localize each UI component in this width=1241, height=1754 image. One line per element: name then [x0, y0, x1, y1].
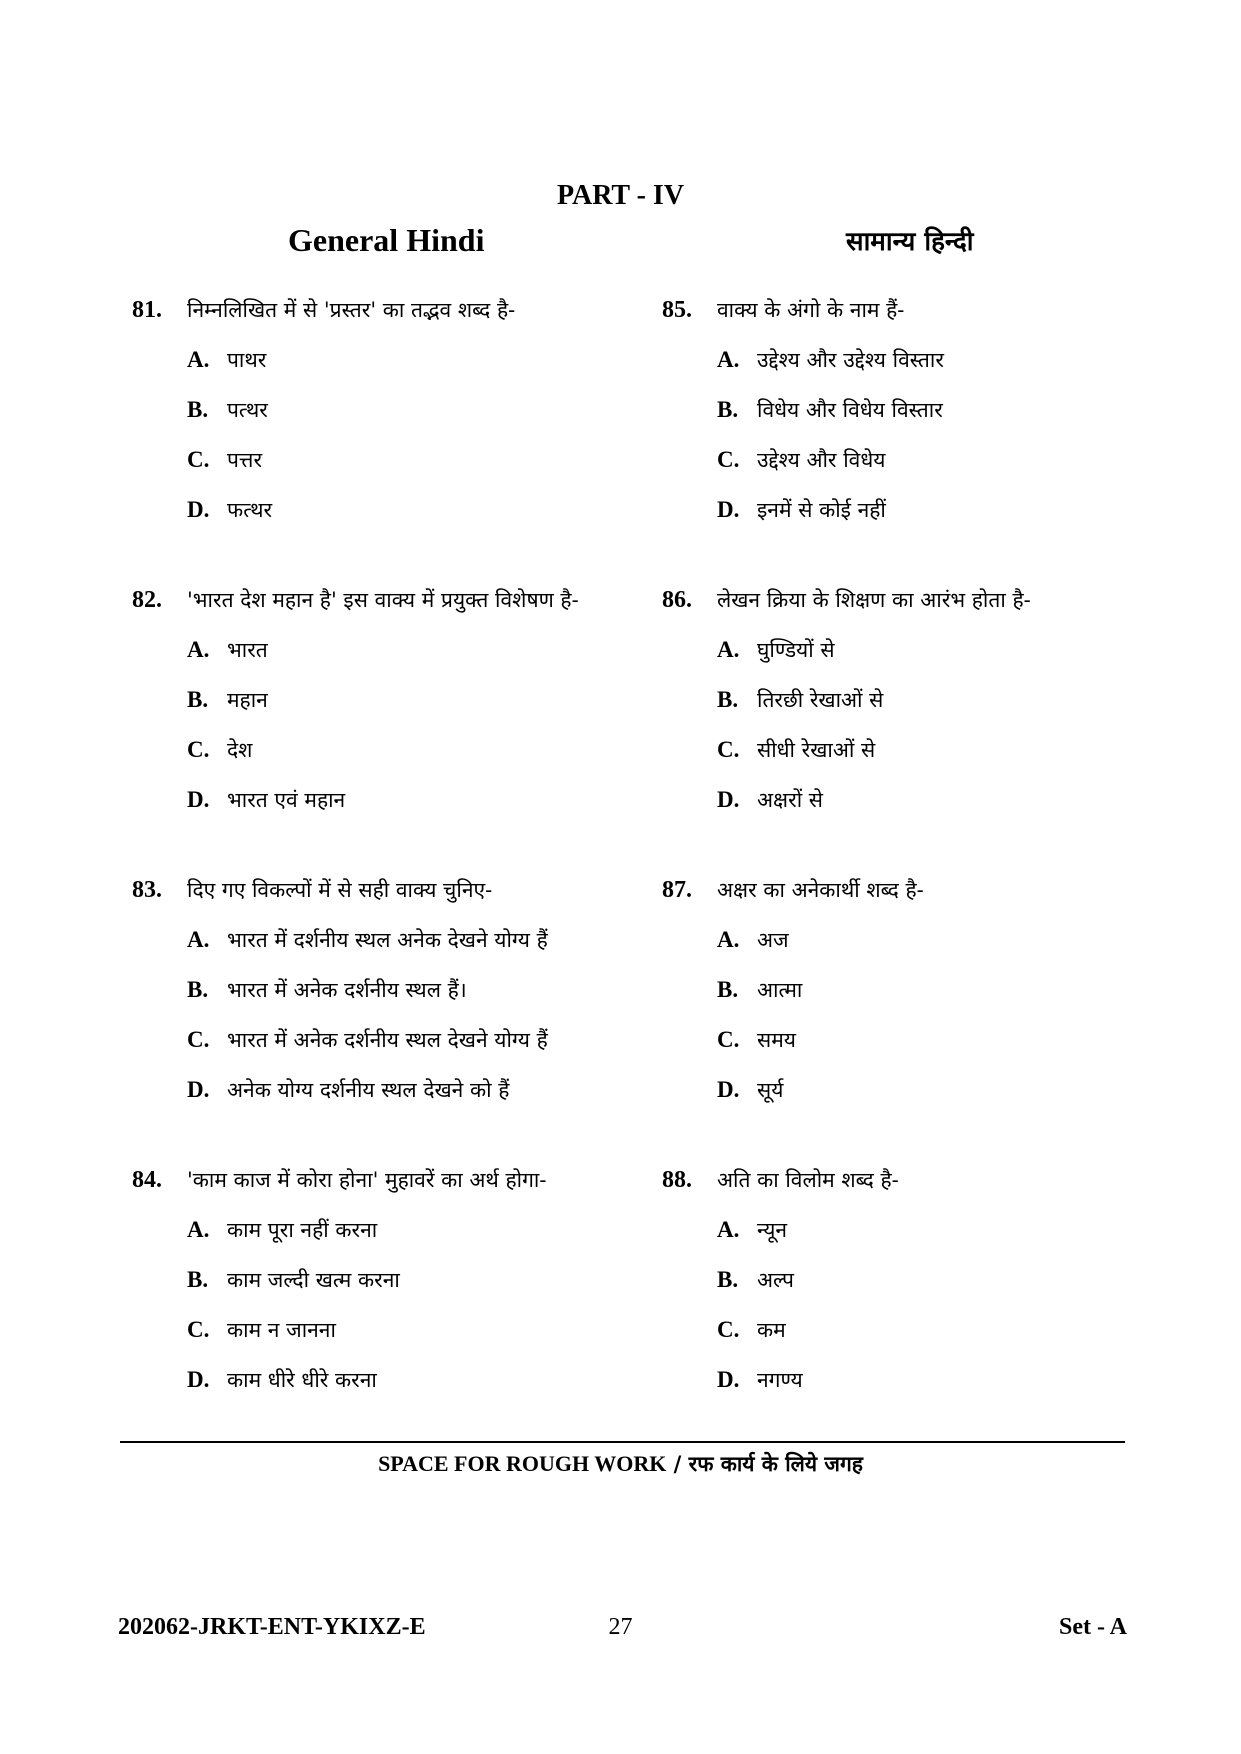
- option-text: उद्देश्य और उद्देश्य विस्तार: [757, 348, 944, 372]
- question-header: [132, 876, 652, 926]
- question-text: 'भारत देश महान है' इस वाक्य में प्रयुक्त विशेषण है-: [187, 588, 579, 612]
- option-label: B.: [717, 687, 739, 712]
- answer-option: [132, 1366, 652, 1416]
- answer-option: [662, 786, 1182, 836]
- option-text: महान: [227, 688, 268, 712]
- right-question-column: [662, 296, 1182, 1456]
- answer-option: [132, 1316, 652, 1366]
- option-label: C.: [187, 1317, 210, 1342]
- answer-option: [662, 1266, 1182, 1316]
- option-label: D.: [187, 497, 210, 522]
- option-text: विधेय और विधेय विस्तार: [757, 398, 943, 422]
- option-label: D.: [187, 1367, 210, 1392]
- part-heading: PART - IV: [556, 180, 685, 211]
- answer-option: [132, 736, 652, 786]
- answer-option: [662, 1316, 1182, 1366]
- rough-work-english: SPACE FOR ROUGH WORK: [378, 1451, 667, 1476]
- option-label: A.: [187, 347, 210, 372]
- option-label: A.: [717, 637, 740, 662]
- option-text: काम धीरे धीरे करना: [227, 1368, 377, 1392]
- option-label: B.: [717, 1267, 739, 1292]
- answer-option: [662, 686, 1182, 736]
- answer-option: [662, 1366, 1182, 1416]
- question-text: लेखन क्रिया के शिक्षण का आरंभ होता है-: [717, 588, 1031, 612]
- answer-option: [132, 496, 652, 546]
- option-text: अक्षरों से: [757, 788, 824, 812]
- question-number: 88.: [662, 1167, 692, 1193]
- answer-option: [132, 686, 652, 736]
- option-text: भारत में अनेक दर्शनीय स्थल देखने योग्य हैं: [227, 1028, 548, 1052]
- option-text: इनमें से कोई नहीं: [757, 498, 886, 522]
- answer-option: [662, 636, 1182, 686]
- option-text: काम पूरा नहीं करना: [227, 1218, 378, 1242]
- question-text: वाक्य के अंगो के नाम हैं-: [717, 298, 905, 322]
- answer-option: [132, 926, 652, 976]
- option-text: अज: [757, 928, 789, 952]
- answer-option: [662, 976, 1182, 1026]
- option-text: उद्देश्य और विधेय: [757, 448, 886, 472]
- question-header: [662, 1166, 1182, 1216]
- section-title-hindi: सामान्य हिन्दी: [846, 227, 974, 257]
- option-text: सूर्य: [757, 1078, 784, 1102]
- answer-option: [662, 496, 1182, 546]
- option-label: A.: [717, 347, 740, 372]
- answer-option: [132, 976, 652, 1026]
- question-block: [132, 296, 652, 586]
- question-text: अति का विलोम शब्द है-: [717, 1168, 899, 1192]
- option-label: A.: [717, 1217, 740, 1242]
- option-text: भारत में दर्शनीय स्थल अनेक देखने योग्य हैं: [227, 928, 548, 952]
- question-number: 85.: [662, 297, 692, 323]
- answer-option: [132, 446, 652, 496]
- question-text: 'काम काज में कोरा होना' मुहावरें का अर्थ होगा-: [187, 1168, 547, 1192]
- answer-option: [662, 1026, 1182, 1076]
- option-label: D.: [717, 1077, 740, 1102]
- option-text: भारत: [227, 638, 268, 662]
- option-label: C.: [717, 447, 740, 472]
- answer-option: [132, 786, 652, 836]
- option-text: देश: [227, 738, 253, 762]
- question-header: [662, 296, 1182, 346]
- page-number: 27: [608, 1614, 633, 1640]
- option-label: D.: [187, 787, 210, 812]
- option-text: काम जल्दी खत्म करना: [227, 1268, 400, 1292]
- left-question-column: [132, 296, 652, 1456]
- option-text: न्यून: [757, 1218, 788, 1242]
- option-label: D.: [717, 497, 740, 522]
- option-label: C.: [717, 1317, 740, 1342]
- option-label: B.: [187, 397, 209, 422]
- option-label: C.: [187, 737, 210, 762]
- answer-option: [132, 1266, 652, 1316]
- option-text: काम न जानना: [227, 1318, 336, 1342]
- question-block: [662, 876, 1182, 1166]
- answer-option: [662, 346, 1182, 396]
- answer-option: [132, 636, 652, 686]
- question-number: 83.: [132, 877, 162, 903]
- question-block: [662, 296, 1182, 586]
- paper-code: 202062-JRKT-ENT-YKIXZ-E: [118, 1614, 426, 1640]
- divider-line: [120, 1441, 1125, 1443]
- question-text: निम्नलिखित में से 'प्रस्तर' का तद्भव शब्द है-: [187, 298, 516, 322]
- option-text: अल्प: [757, 1268, 794, 1292]
- option-label: C.: [717, 1027, 740, 1052]
- answer-option: [662, 1216, 1182, 1266]
- question-block: [132, 1166, 652, 1456]
- option-label: C.: [717, 737, 740, 762]
- answer-option: [662, 736, 1182, 786]
- option-text: सीधी रेखाओं से: [757, 738, 876, 762]
- question-block: [132, 586, 652, 876]
- question-header: [662, 586, 1182, 636]
- question-number: 81.: [132, 297, 162, 323]
- question-text: दिए गए विकल्पों में से सही वाक्य चुनिए-: [187, 878, 493, 902]
- option-text: पाथर: [227, 348, 267, 372]
- question-header: [662, 876, 1182, 926]
- option-text: घुण्डियों से: [757, 638, 835, 662]
- option-text: अनेक योग्य दर्शनीय स्थल देखने को हैं: [227, 1078, 510, 1102]
- section-title-english: General Hindi: [288, 222, 485, 258]
- option-label: B.: [187, 977, 209, 1002]
- option-label: A.: [187, 637, 210, 662]
- option-text: भारत में अनेक दर्शनीय स्थल हैं।: [227, 978, 467, 1002]
- option-label: D.: [717, 1367, 740, 1392]
- question-block: [662, 1166, 1182, 1456]
- set-label: Set - A: [1059, 1614, 1127, 1640]
- question-number: 82.: [132, 587, 162, 613]
- question-header: [132, 1166, 652, 1216]
- rough-work-label: [0, 1450, 1241, 1478]
- option-text: कम: [757, 1318, 786, 1342]
- answer-option: [132, 1026, 652, 1076]
- option-text: समय: [757, 1028, 796, 1052]
- question-number: 87.: [662, 877, 692, 903]
- question-number: 86.: [662, 587, 692, 613]
- option-label: D.: [717, 787, 740, 812]
- option-text: भारत एवं महान: [227, 788, 346, 812]
- option-label: B.: [717, 397, 739, 422]
- answer-option: [662, 396, 1182, 446]
- option-label: C.: [187, 447, 210, 472]
- rough-work-hindi: रफ कार्य के लिये जगह: [688, 1451, 863, 1476]
- question-text: अक्षर का अनेकार्थी शब्द है-: [717, 878, 924, 902]
- option-label: A.: [187, 1217, 210, 1242]
- option-label: B.: [187, 687, 209, 712]
- answer-option: [662, 1076, 1182, 1126]
- option-text: तिरछी रेखाओं से: [757, 688, 884, 712]
- answer-option: [132, 1216, 652, 1266]
- answer-option: [132, 346, 652, 396]
- option-text: आत्मा: [757, 978, 803, 1002]
- answer-option: [132, 1076, 652, 1126]
- rough-work-separator: /: [666, 1451, 689, 1476]
- option-text: पत्तर: [227, 448, 263, 472]
- answer-option: [132, 396, 652, 446]
- answer-option: [662, 926, 1182, 976]
- option-label: B.: [717, 977, 739, 1002]
- answer-option: [662, 446, 1182, 496]
- option-label: D.: [187, 1077, 210, 1102]
- option-label: C.: [187, 1027, 210, 1052]
- option-label: A.: [717, 927, 740, 952]
- option-text: फत्थर: [227, 498, 273, 522]
- option-label: B.: [187, 1267, 209, 1292]
- option-label: A.: [187, 927, 210, 952]
- question-block: [662, 586, 1182, 876]
- question-number: 84.: [132, 1167, 162, 1193]
- question-header: [132, 296, 652, 346]
- question-header: [132, 586, 652, 636]
- question-block: [132, 876, 652, 1166]
- option-text: पत्थर: [227, 398, 268, 422]
- option-text: नगण्य: [757, 1368, 803, 1392]
